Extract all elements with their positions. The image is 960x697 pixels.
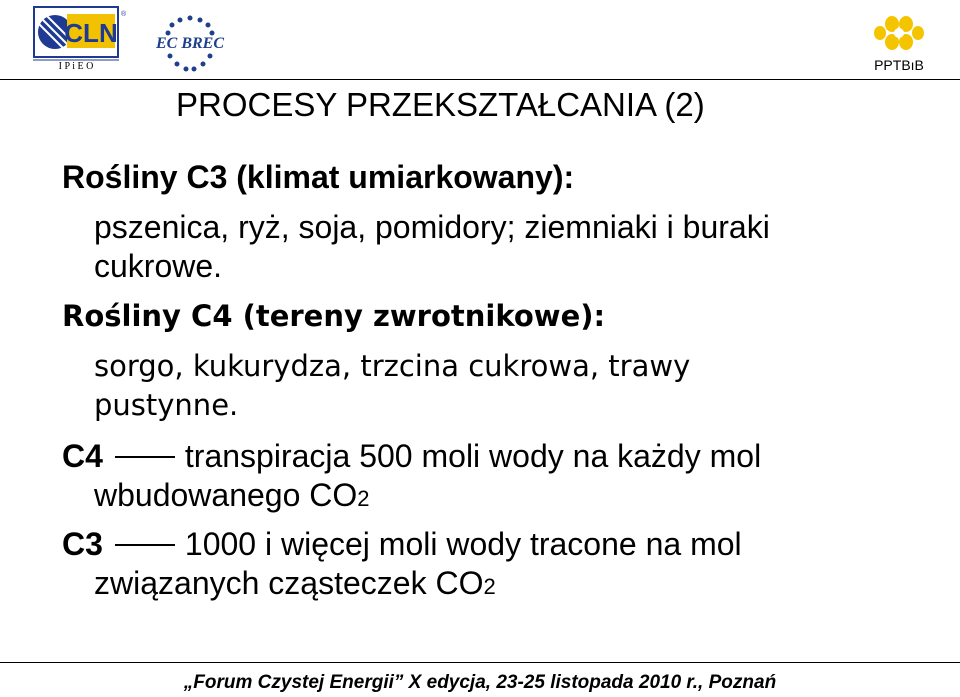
c3-label: C3 [62,526,103,562]
cln-ipieo-logo [33,6,125,70]
slide-title: PROCESY PRZEKSZTAŁCANIA (2) [176,86,705,123]
c3-heading: Rośliny C3 (klimat umiarkowany): [62,159,575,195]
pptbib-logo [862,6,936,76]
footer-divider [0,662,960,663]
c4-transpiration-line-1 [62,437,761,475]
ec-brec-logo [142,12,238,74]
c4-co2-text: wbudowanego CO [94,477,358,513]
c4-transpiration-line-2 [94,476,370,518]
header-divider [0,79,960,80]
dash [115,544,175,546]
c4-transpiration-text: transpiracja 500 moli wody na każdy mol [184,438,762,474]
c4-co2-subscript: 2 [357,486,370,511]
c4-heading: Rośliny C4 (tereny zwrotnikowe): [62,299,606,333]
c3-plants-line-2: cukrowe. [94,248,223,284]
c3-plants-line-1: pszenica, ryż, soja, pomidory; ziemniaki i buraki [94,209,770,245]
svg-text:I P i E O: I P i E O [58,61,94,72]
svg-text:EC BREC: EC BREC [155,35,225,52]
c3-transpiration-text: 1000 i więcej moli wody tracone na mol [184,526,742,562]
svg-text:PPTBıB: PPTBıB [874,57,924,73]
c4-plants-line-1: sorgo, kukurydza, trzcina cukrowa, trawy [94,349,691,383]
svg-text:®: ® [121,11,127,18]
c3-co2-text: związanych cząsteczek CO [94,565,484,601]
c4-label: C4 [62,438,103,474]
c3-transpiration-line-1 [62,525,742,563]
c3-transpiration-line-2 [94,564,496,606]
c4-plants-line-2: pustynne. [94,388,239,422]
svg-text:CLN: CLN [64,18,118,48]
footer-text: „Forum Czystej Energii” X edycja, 23-25 listopada 2010 r., Poznań [183,672,777,693]
c3-co2-subscript: 2 [483,574,496,599]
dash [115,456,175,458]
